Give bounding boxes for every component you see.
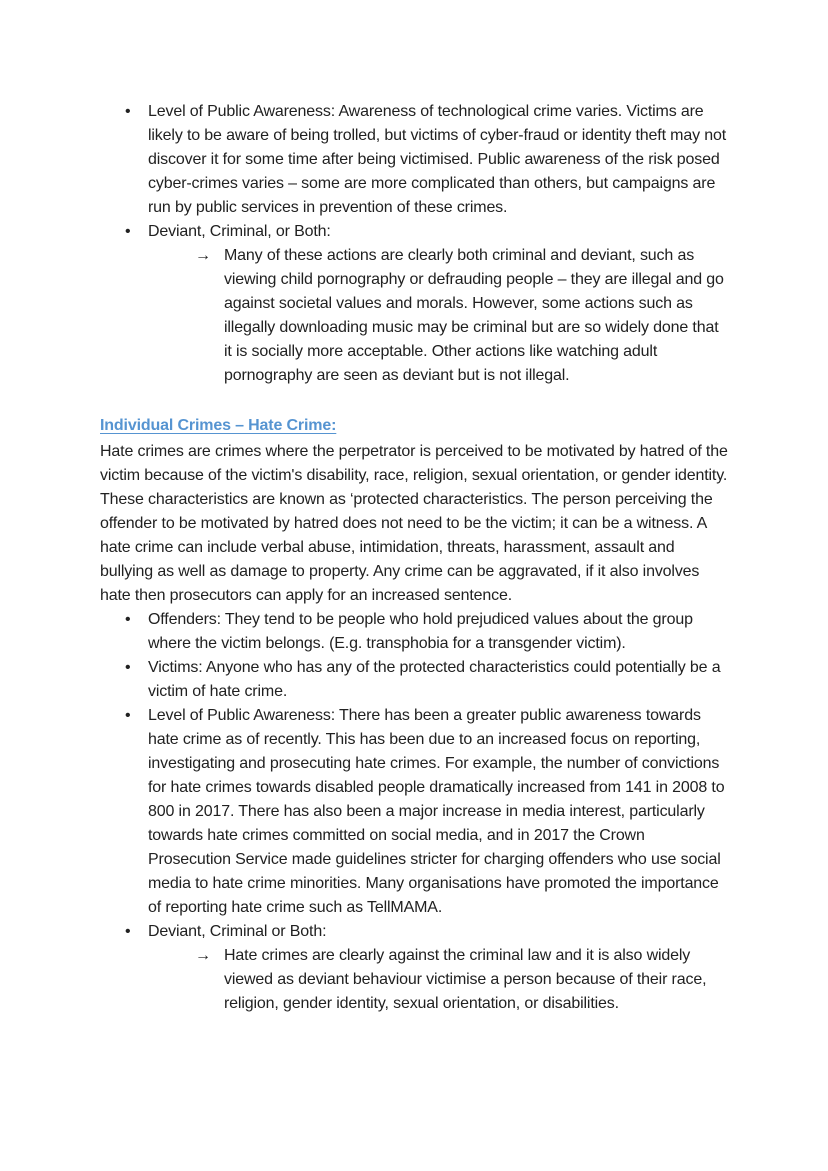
section-heading-hate-crime: Individual Crimes – Hate Crime: <box>100 417 337 434</box>
right-arrow-icon: → <box>195 247 211 264</box>
list-item-offenders <box>100 608 728 656</box>
list-item-text: Offenders: They tend to be people who hold prejudiced values about the group where the victim belongs. (E.g. transphobia for a transgender victim). <box>148 611 693 652</box>
sub-item-deviant-explanation-tech <box>148 244 728 388</box>
sub-item-deviant-explanation-hate <box>148 944 728 1016</box>
list-item-public-awareness-tech <box>100 100 728 220</box>
bullet-icon: • <box>125 611 131 628</box>
bullet-icon: • <box>125 659 131 676</box>
bullet-icon: • <box>125 707 131 724</box>
bullet-icon: • <box>125 103 131 120</box>
list-item-victims <box>100 656 728 704</box>
list-item-text: Level of Public Awareness: There has been a greater public awareness towards hate crime as of recently. This has been due to an increased focus on reporting, investigating and prosecuting hate crimes. For example, the number of convictions for hate crimes towards disabled people dramatically increased from 141 in 2008 to 800 in 2017. There has also been a major increase in media interest, particularly towards hate crimes committed on social media, and in 2017 the Crown Prosecution Service made guidelines stricter for charging offenders who use social media to hate crime minorities. Many organisations have promoted the importance of reporting hate crime such as TellMAMA. <box>148 707 725 916</box>
list-item-text: Level of Public Awareness: Awareness of technological crime varies. Victims are likely to be aware of being trolled, but victims of cyber-fraud or identity theft may not discover it for some time after being victimised. Public awareness of the risk posed cyber-crimes varies – some are more complicated than others, but campaigns are run by public services in prevention of these crimes. <box>148 103 727 216</box>
hate-crime-bullet-list <box>100 608 728 1016</box>
sub-item-text: Hate crimes are clearly against the criminal law and it is also widely viewed as deviant behaviour victimise a person because of their race, religion, gender identity, sexual orientation, or disabilities. <box>224 947 707 1012</box>
sub-item-text: Many of these actions are clearly both criminal and deviant, such as viewing child pornography or defrauding people – they are illegal and go against societal values and morals. However, some actions such as illegally downloading music may be criminal but are so widely done that it is socially more acceptable. Other actions like watching adult pornography are seen as deviant but is not illegal. <box>224 247 724 384</box>
bullet-icon: • <box>125 223 131 240</box>
list-item-deviant-criminal-tech <box>100 220 728 388</box>
list-item-deviant-criminal-hate <box>100 920 728 1016</box>
list-item-public-awareness-hate <box>100 704 728 920</box>
list-item-text: Deviant, Criminal, or Both: <box>148 223 331 240</box>
list-item-text: Victims: Anyone who has any of the protected characteristics could potentially be a victim of hate crime. <box>148 659 721 700</box>
right-arrow-icon: → <box>195 947 211 964</box>
bullet-icon: • <box>125 923 131 940</box>
list-item-text: Deviant, Criminal or Both: <box>148 923 327 940</box>
hate-crime-intro-paragraph: Hate crimes are crimes where the perpetrator is perceived to be motivated by hatred of the victim because of the victim's disability, race, religion, sexual orientation, or gender identity. These characteristics are known as ‘protected characteristics. The person perceiving the offender to be motivated by hatred does not need to be the victim; it can be a witness. A hate crime can include verbal abuse, intimidation, threats, harassment, assault and bullying as well as damage to property. Any crime can be aggravated, if it also involves hate then prosecutors can apply for an increased sentence. <box>100 443 728 604</box>
tech-crime-bullet-list <box>100 100 728 388</box>
